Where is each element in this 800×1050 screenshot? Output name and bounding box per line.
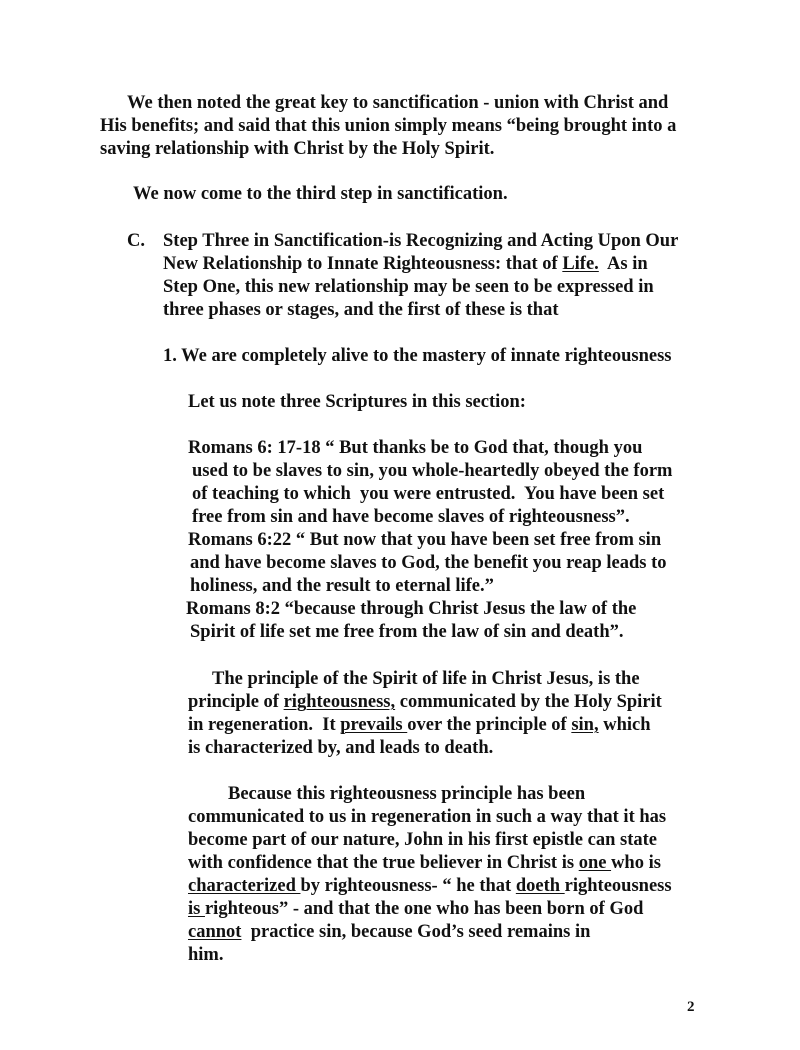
principle-line-2-start: principle of (188, 692, 284, 712)
next-step-line: We now come to the third step in sanctification. (133, 184, 508, 204)
because-line-7 (188, 921, 590, 944)
scripture-line-7: holiness, and the result to eternal life.” (190, 576, 494, 596)
intro-line-1: We then noted the great key to sanctification - union with Christ and (127, 93, 669, 113)
point-1-heading: 1. We are completely alive to the mastery of innate righteousness (163, 346, 672, 366)
sin-underlined: sin, (571, 715, 599, 735)
because-line-3: become part of our nature, John in his first epistle can state (188, 830, 657, 850)
principle-line-1: The principle of the Spirit of life in Christ Jesus, is the (212, 669, 640, 689)
principle-line-2-end: communicated by the Holy Spirit (395, 692, 662, 712)
characterized-underlined: characterized (188, 876, 301, 896)
scriptures-intro: Let us note three Scriptures in this section: (188, 392, 526, 412)
scripture-line-6: and have become slaves to God, the benefit you reap leads to (190, 553, 667, 573)
intro-line-3: saving relationship with Christ by the Holy Spirit. (100, 139, 495, 159)
scripture-line-3: of teaching to which you were entrusted. You have been set (192, 484, 665, 504)
cannot-underlined: cannot (188, 922, 242, 942)
scripture-line-2: used to be slaves to sin, you whole-heartedly obeyed the form (192, 461, 673, 481)
principle-line-3-start: in regeneration. It (188, 715, 341, 735)
principle-line-3-end: which (598, 715, 651, 735)
principle-line-4: is characterized by, and leads to death. (188, 738, 494, 758)
page-number: 2 (687, 999, 695, 1015)
scripture-line-4: free from sin and have become slaves of righteousness”. (192, 507, 630, 527)
because-line-4-start: with confidence that the true believer in Christ is (188, 853, 579, 873)
because-line-5 (188, 875, 672, 898)
is-underlined: is (188, 899, 205, 919)
life-underlined: Life. (562, 254, 599, 274)
because-line-8: him. (188, 945, 224, 965)
because-line-7-end: practice sin, because God’s seed remains in (241, 922, 591, 942)
section-c-line-3: Step One, this new relationship may be seen to be expressed in (163, 277, 654, 297)
because-line-6 (188, 898, 643, 921)
section-c-line-2 (163, 253, 648, 276)
because-line-1: Because this righteousness principle has been (228, 784, 586, 804)
because-line-6-end: righteous” - and that the one who has been born of God (204, 899, 644, 919)
section-c-line-2-end: As in (598, 254, 648, 274)
because-line-2: communicated to us in regeneration in such a way that it has (188, 807, 667, 827)
because-line-4 (188, 852, 661, 875)
doeth-underlined: doeth (515, 876, 565, 896)
section-c-marker: C. (127, 231, 145, 251)
principle-line-2 (188, 691, 662, 714)
scripture-line-9: Spirit of life set me free from the law of sin and death”. (190, 622, 624, 642)
intro-line-2: His benefits; and said that this union simply means “being brought into a (100, 116, 677, 136)
because-line-5-end: righteousness (564, 876, 672, 896)
because-line-4-end: who is (611, 853, 661, 873)
principle-line-3-mid: over the principle of (407, 715, 572, 735)
one-underlined: one (578, 853, 612, 873)
scripture-line-8: Romans 8:2 “because through Christ Jesus the law of the (186, 599, 637, 619)
prevails-underlined: prevails (340, 715, 408, 735)
scripture-line-5: Romans 6:22 “ But now that you have been set free from sin (188, 530, 662, 550)
righteousness-underlined: righteousness, (283, 692, 396, 712)
scripture-line-1: Romans 6: 17-18 “ But thanks be to God that, though you (188, 438, 643, 458)
section-c-line-4: three phases or stages, and the first of these is that (163, 300, 559, 320)
section-c-line-2-text: New Relationship to Innate Righteousness: that of (163, 254, 563, 274)
principle-line-3 (188, 714, 651, 737)
section-c-line-1: Step Three in Sanctification-is Recognizing and Acting Upon Our (163, 231, 679, 251)
because-line-5-mid: by righteousness- “ he that (300, 876, 516, 896)
